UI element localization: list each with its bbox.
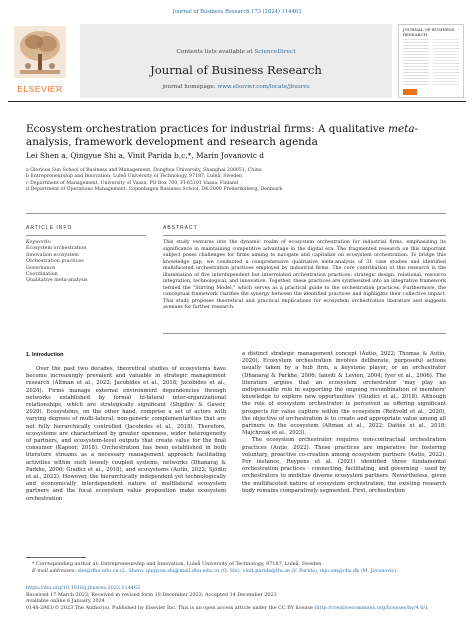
section-heading: 1. Introduction [26, 352, 64, 358]
divider [163, 235, 446, 236]
body-paragraph: a distinct strategic management concept (Autio, 2022; Thomas & Autio, 2020). Ecosystem orchestration involves deliberate, purposeful actions usually taken by a hub firm, a keystone player, or an orchestrator (Dhanaraj & Parkhe, 2006; Iansiti & Levien, 2004; Iyer et al., 2006). The literature argues that an ecosystem orchestrator 'may play an indispensable role in supporting the ongoing recombination of members' knowledge to explore new opportunities' (Giudici et al., 2018). Although the role of ecosystem orchestrator is perceived as offering significant prospects for value capture within the ecosystem (Reitveld et al., 2020), the objective of orchestration is to create and appropriate value among all partners in the ecosystem (Altman et al., 2022; Dattée et al., 2018; Majchrzak et al., 2023). [242, 351, 446, 437]
body-paragraph: Over the past two decades, theoretical studies of ecosystems have become increasingly prevalent and valuable in strategic management research (Altman et al., 2022; Jacobides et al., 2018; Jacobides et al., 2024). Firms manage external environment dependencies through networks established by formal bi-lateral inter-organizational relationships, which are strategically significant (Shipilov & Gawer, 2020). Ecosystems, on the other hand, comprise a set of actors with varying degrees of multi-lateral, non-generic complementarities that are not fully hierarchically controlled (Jacobides et al., 2018). Therefore, ecosystems are characterized by greater openness, wider heterogeneity of partners, and ecosystem-level outputs that create value for the final consumer (Kapoor, 2018). Orchestration has been established in both literature streams as a necessary management approach facilitating activities within such loosely coupled systems, networks (Dhanaraj & Parkhe, 2006; Giudici et al., 2018), and ecosystems (Autio, 2022; Sjödin et al., 2022). However, the hierarchically independent yet technologically and economically interdependent nature of multilateral ecosystem partners and the focal ecosystem value proposition make ecosystem orchestration [26, 366, 226, 502]
cover-side-block [433, 39, 459, 85]
sciencedirect-link[interactable]: ScienceDirect [254, 49, 296, 55]
corresponding-author-note: * Corresponding author at: Entrepreneurship and Innovation, Luleå University of Technology, 97187, Luleå, Sweden. [32, 561, 323, 567]
abstract-text: This study ventures into the dynamic realm of ecosystem orchestration for industrial firms, emphasizing its significance in maintaining competitive advantage in the digital era. The fragmented research on this important subject poses challenges for firms aiming to navigate and capitalize on ecosystem orchestration. To bridge this knowledge gap, we conducted a comprehensive qualitative meta-analysis of 31 case studies and identified multifaceted orchestration practices employed by industrial firms. The core contribution of this research is the illumination of five interdependent but interrelated orchestration practices: strategic design, relational, resource integration, technological, and innovation. Together, these practices are synthesized into an integrative framework termed the "Stirring Model," which serves as a practical guide to the orchestration practices. Furthermore, the conceptual framework clarifies the synergy between the identified practices and highlights their collective impact. This study proposes theoretical and practical implications for ecosystem orchestration literature and suggests avenues for further research. [163, 240, 446, 311]
keywords-block [26, 240, 146, 285]
body-paragraph: The ecosystem orchestrator requires non-contractual orchestration practices (Autio, 2022). These practices are imperative for fostering voluntary, proactive co-creation among ecosystem partners (Autio, 2022). For instance, Reypens et al. (2021) identified three fundamental orchestration practices - connecting, facilitating, and governing - used by orchestrators to mobilize diverse ecosystem partners. Nevertheless, given the multifaceted nature of ecosystem orchestration, the existing research body remains comparatively segmented. First, orchestration [242, 437, 446, 494]
abstract-label: ABSTRACT [163, 225, 198, 231]
keyword: Qualitative meta-analysis [26, 278, 88, 284]
divider [26, 235, 146, 236]
journal-cover-thumbnail[interactable] [398, 24, 464, 98]
footnotes [26, 561, 446, 574]
divider [163, 333, 446, 334]
title-part-2: -analysis, framework development and research agenda [26, 123, 419, 149]
keyword: Orchestration practices [26, 259, 84, 265]
license-link[interactable]: http://creativecommons.org/licenses/by/4.0/ [316, 604, 426, 611]
keywords-heading: Keywords: [26, 240, 52, 245]
email-links[interactable]: slei@dhu.edu.cn (L. Shen), qingyue.shi@mail.dhu.edu.cn (Q. Shi), vinit.parida@ltu.se (V. Parida), mjo.om@cbs.dk (M. Jovanovic). [77, 567, 398, 574]
title-part-1: Ecosystem orchestration practices for industrial firms: A qualitative [26, 123, 389, 135]
license-line [26, 605, 446, 612]
cover-title: JOURNAL OF BUSINESS RESEARCH [403, 27, 455, 37]
author-list[interactable]: Lei Shen a, Qingyue Shi a, Vinit Parida b,c,*, Marin Jovanovic d [26, 151, 264, 160]
available-line: Available online 6 January 2024 [26, 598, 105, 604]
body-left-column [26, 366, 226, 503]
cover-publisher-mark [403, 89, 417, 95]
journal-title[interactable]: Journal of Business Research [150, 63, 322, 77]
keyword: Ecosystem orchestration [26, 246, 87, 252]
journal-homepage-link[interactable]: www.elsevier.com/locate/jbusres [217, 84, 310, 90]
cover-text-block [403, 39, 429, 85]
title-italic: meta [388, 123, 415, 135]
keyword: Innovation ecosystem [26, 252, 79, 258]
journal-citation[interactable]: Journal of Business Research 173 (2024) 114463 [172, 9, 302, 15]
homepage-line [80, 84, 392, 90]
affiliation-c: c Department of Management, University of Vaasa, PO Box 700, FI-65101 Vaasa, Finland [26, 180, 239, 186]
keyword: Coordination [26, 272, 58, 278]
publication-details [26, 585, 446, 611]
email-line [26, 568, 446, 575]
affiliation-d: d Department of Operations Management, Copenhagen Business School, DK-2000 Frederiksberg, Denmark [26, 187, 283, 193]
history-line: Received 17 March 2023; Received in revised form 10 December 2023; Accepted 14 December 2023 [26, 591, 277, 598]
email-label: E-mail addresses: [32, 567, 77, 574]
elsevier-tree-icon [14, 26, 66, 78]
affiliations [26, 168, 446, 194]
keyword: Governance [26, 265, 56, 271]
article-info-label: ARTICLE INFO [26, 225, 73, 231]
body-right-column [242, 351, 446, 495]
elsevier-logo[interactable] [8, 26, 72, 96]
affiliation-b: b Entrepreneurship and Innovation, Luleå University of Technology, 97187, Luleå, Sweden [26, 174, 242, 180]
contents-line [80, 49, 392, 55]
divider [26, 213, 446, 214]
contents-prefix: Contents lists available at [176, 49, 255, 55]
homepage-prefix: journal homepage: [162, 84, 218, 90]
elsevier-wordmark: ELSEVIER [17, 84, 63, 94]
license-suffix: ). [425, 604, 429, 611]
footnote-divider [26, 557, 86, 558]
doi-link[interactable]: https://doi.org/10.1016/j.jbusres.2023.114463 [26, 585, 141, 591]
license-prefix: 0148-2963/© 2023 The Author(s). Published by Elsevier Inc. This is an open access article under the CC BY license ( [26, 604, 317, 611]
affiliation-a: a Glorious Sun School of Business and Management, Donghua University, Shanghai 200051, China [26, 168, 262, 173]
article-title [26, 123, 446, 150]
